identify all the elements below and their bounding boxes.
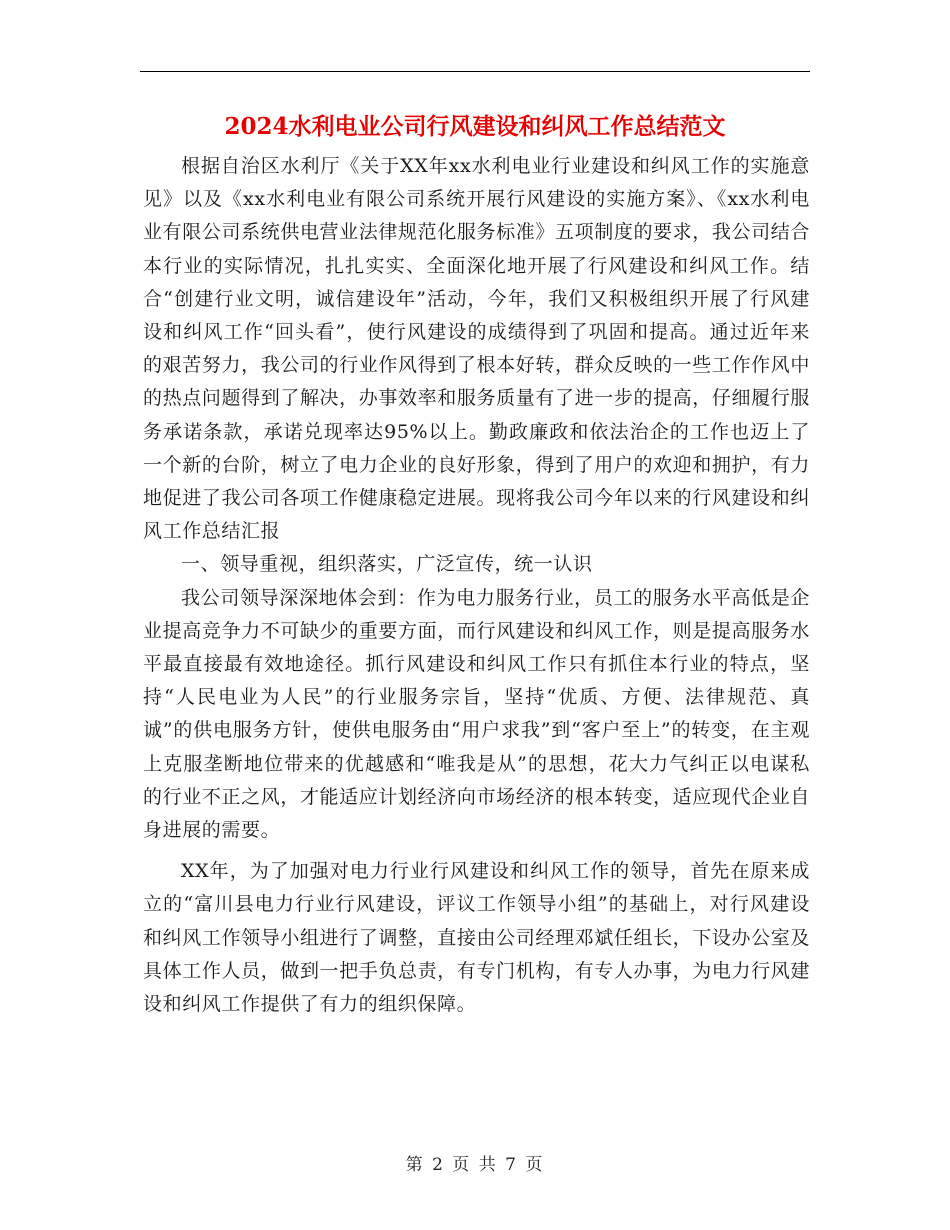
header-rule bbox=[140, 71, 810, 72]
document-title: 2024水利电业公司行风建设和纠风工作总结范文 bbox=[224, 113, 726, 140]
page-number: 第 2 页 共 7 页 bbox=[405, 1155, 545, 1175]
document-body bbox=[143, 150, 810, 1021]
paragraph-leadership: 我公司领导深深地体会到：作为电力服务行业，员工的服务水平高低是企业提高竞争力不可缺少的重要方面，而行风建设和纠风工作，则是提高服务水平最直接最有效地途径。抓行风建设和纠风工作只有抓住本行业的特点，坚持“人民电业为人民”的行业服务宗旨，坚持“优质、方便、法律规范、真诚”的供电服务方针，使供电服务由“用户求我”到“客户至上”的转变，在主观上克服垄断地位带来的优越感和“唯我是从”的思想，花大力气纠正以电谋私的行业不正之风，才能适应计划经济向市场经济的根本转变，适应现代企业自身进展的需要。 bbox=[143, 586, 810, 842]
section-heading-1: 一、领导重视，组织落实，广泛宣传，统一认识 bbox=[181, 553, 593, 576]
paragraph-organization: XX年，为了加强对电力行业行风建设和纠风工作的领导，首先在原来成立的“富川县电力行业行风建设，评议工作领导小组”的基础上，对行风建设和纠风工作领导小组进行了调整，直接由公司经理邓斌任组长，下设办公室及具体工作人员，做到一把手负总责，有专门机构，有专人办事，为电力行风建设和纠风工作提供了有力的组织保障。 bbox=[143, 860, 810, 1016]
paragraph-intro: 根据自治区水利厅《关于XX年xx水利电业行业建设和纠风工作的实施意见》以及《xx水利电业有限公司系统开展行风建设的实施方案》、《xx水利电业有限公司系统供电营业法律规范化服务标准》五项制度的要求，我公司结合本行业的实际情况，扎扎实实、全面深化地开展了行风建设和纠风工作。结合“创建行业文明，诚信建设年”活动，今年，我们又积极组织开展了行风建设和纠风工作“回头看”，使行风建设的成绩得到了巩固和提高。通过近年来的艰苦努力，我公司的行业作风得到了根本好转，群众反映的一些工作作风中的热点问题得到了解决，办事效率和服务质量有了进一步的提高，仔细履行服务承诺条款，承诺兑现率达95%以上。勤政廉政和依法治企的工作也迈上了一个新的台阶，树立了电力企业的良好形象，得到了用户的欢迎和拥护，有力地促进了我公司各项工作健康稳定进展。现将我公司今年以来的行风建设和纠风工作总结汇报 bbox=[143, 155, 810, 543]
